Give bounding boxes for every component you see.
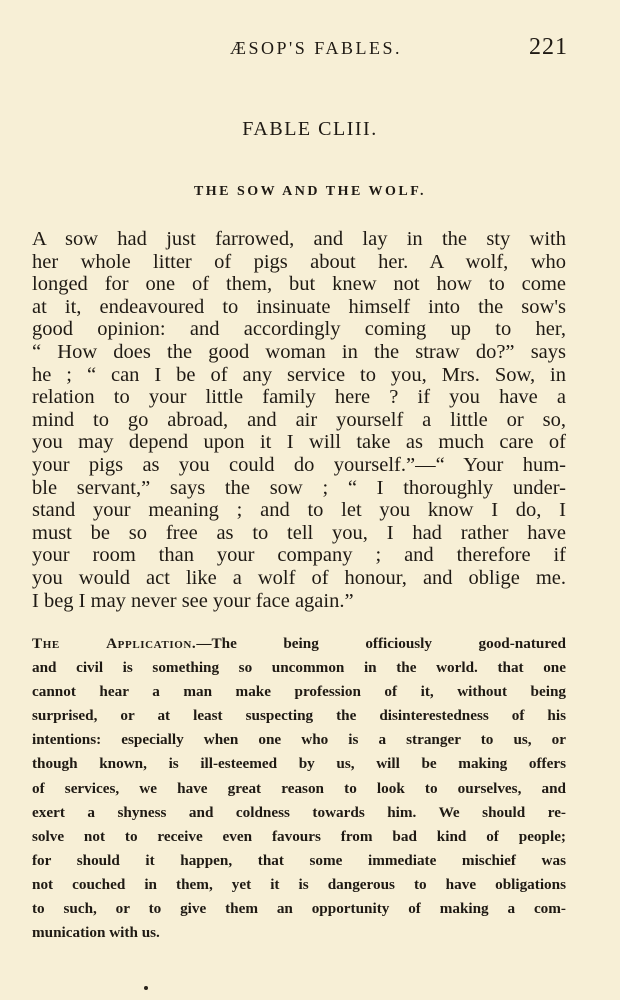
fable-line: he ; “ can I be of any service to you, Mrs. Sow, in <box>32 363 566 386</box>
fable-line: A sow had just farrowed, and lay in the sty with <box>32 228 566 250</box>
fable-line: longed for one of them, but knew not how to come <box>32 273 566 296</box>
fable-line: must be so free as to tell you, I had rather have <box>32 521 566 544</box>
application-line: cannot hear a man make profession of it, without being <box>32 683 566 701</box>
fable-line: your room than your company ; and therefore if <box>32 544 566 567</box>
application-line-start: —The being officiously good-natured <box>196 635 566 652</box>
application-label: The Application. <box>32 635 197 652</box>
fable-line: her whole litter of pigs about her. A wolf, who <box>32 250 566 273</box>
ink-speck <box>144 986 148 990</box>
application-line: intentions: especially when one who is a stranger to us, or <box>32 731 566 749</box>
application-line: exert a shyness and coldness towards him. We should re- <box>32 803 566 821</box>
application-line: to such, or to give them an opportunity of making a com- <box>32 900 566 918</box>
fable-line: relation to your little family here ? if you have a <box>32 386 566 409</box>
fable-line: mind to go abroad, and air yourself a little or so, <box>32 408 566 431</box>
application-line: munication with us. <box>32 924 160 942</box>
fable-line: you may depend upon it I will take as much care of <box>32 431 566 454</box>
application-line: surprised, or at least suspecting the disinterestedness of his <box>32 707 566 725</box>
application-text <box>32 632 566 945</box>
page-number: 221 <box>529 34 568 60</box>
fable-line: at it, endeavoured to insinuate himself into the sow's <box>32 295 566 318</box>
fable-title: THE SOW AND THE WOLF. <box>193 184 427 199</box>
application-line: of services, we have great reason to look to ourselves, and <box>32 779 566 797</box>
fable-line: good opinion: and accordingly coming up to her, <box>32 318 566 341</box>
fable-text <box>32 228 566 612</box>
application-line: not couched in them, yet it is dangerous to have obligations <box>32 875 566 893</box>
fable-number: FABLE CLIII. <box>242 118 378 140</box>
application-first-line <box>32 632 566 656</box>
application-line: for should it happen, that some immediate mischief was <box>32 851 566 869</box>
fable-line: stand your meaning ; and to let you know I do, I <box>32 499 566 522</box>
fable-line: I beg I may never see your face again.” <box>32 589 354 612</box>
fable-line: “ How does the good woman in the straw do?” says <box>32 340 566 363</box>
application-line: and civil is something so uncommon in the world. that one <box>32 659 566 677</box>
application-line: though known, is ill-esteemed by us, will be making offers <box>32 755 566 773</box>
application-line: solve not to receive even favours from bad kind of people; <box>32 827 566 845</box>
running-title: ÆSOP'S FABLES. <box>230 38 402 58</box>
fable-line: you would act like a wolf of honour, and oblige me. <box>32 566 566 589</box>
fable-line: your pigs as you could do yourself.”—“ Your hum- <box>32 453 566 476</box>
running-head <box>0 34 620 64</box>
fable-line: ble servant,” says the sow ; “ I thoroughly under- <box>32 476 566 499</box>
